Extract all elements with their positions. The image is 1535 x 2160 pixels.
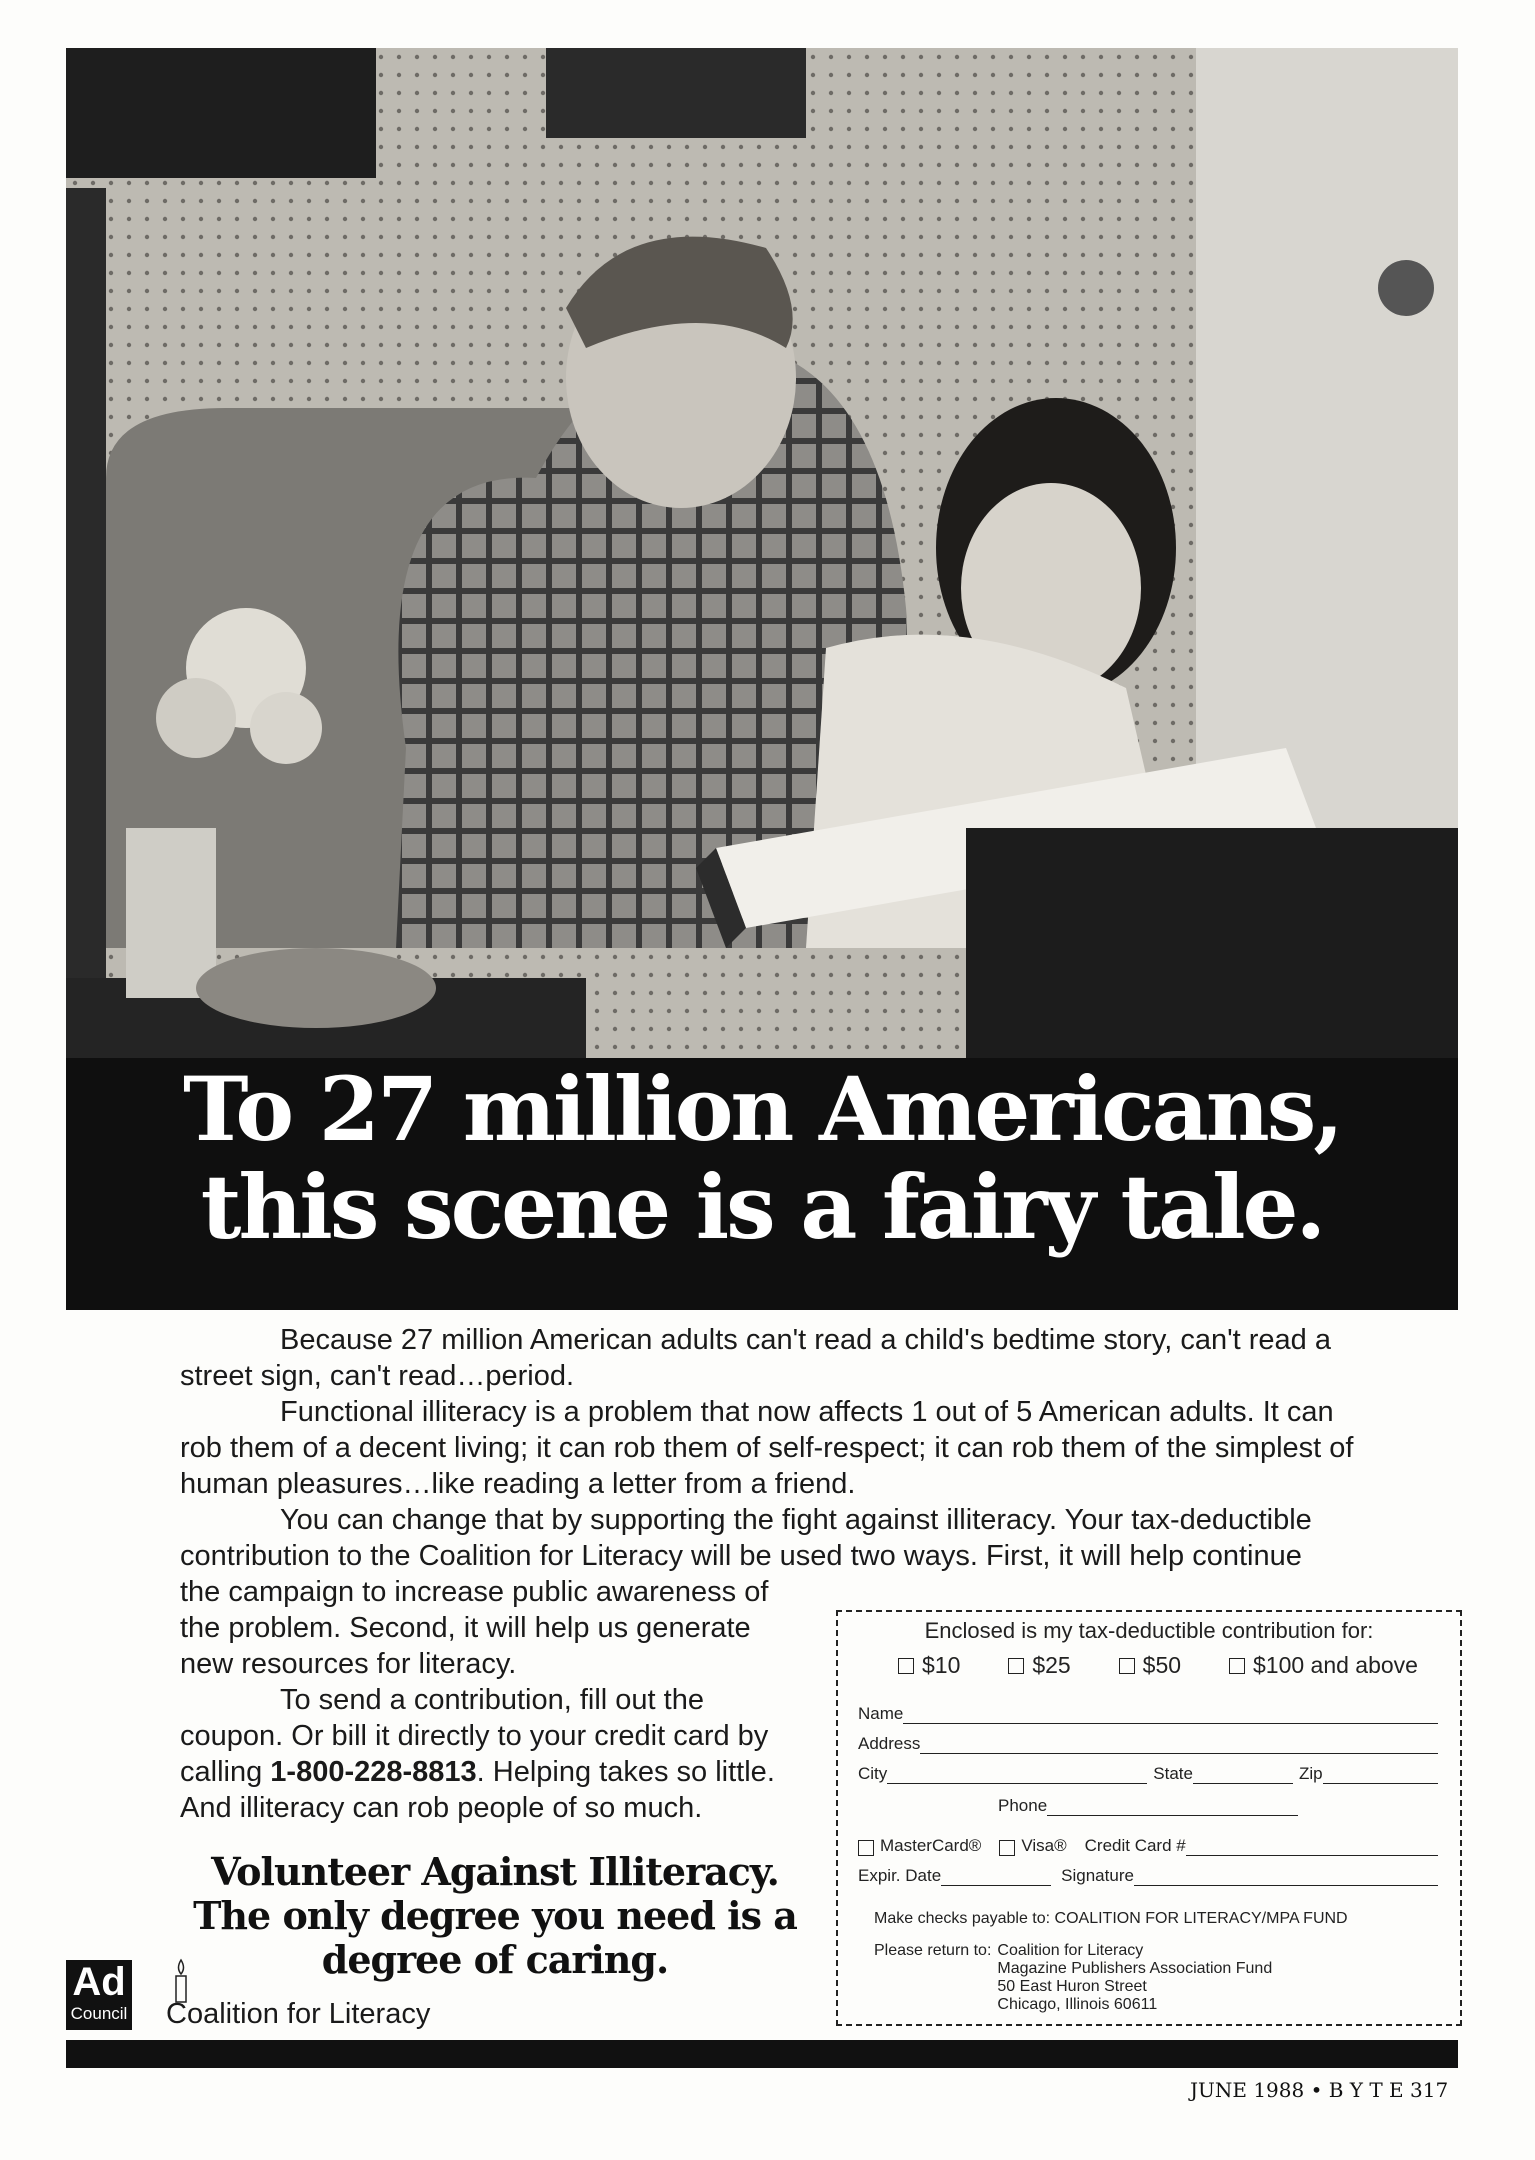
slogan-line-1: Volunteer Against Illiteracy. bbox=[211, 1849, 779, 1894]
address-field[interactable] bbox=[920, 1737, 1438, 1754]
phone-field[interactable] bbox=[1047, 1799, 1298, 1816]
visa-label: Visa® bbox=[1021, 1836, 1067, 1855]
expiry-field[interactable] bbox=[941, 1869, 1051, 1886]
expiry-label: Expir. Date bbox=[858, 1866, 942, 1885]
return-line-2: Magazine Publishers Association Fund bbox=[997, 1960, 1273, 1977]
amount-option-50[interactable] bbox=[1119, 1652, 1181, 1679]
paragraph-4 bbox=[180, 1682, 810, 1826]
ad-council-council-text: Council bbox=[70, 2004, 128, 2023]
mastercard-label: MasterCard® bbox=[880, 1836, 982, 1855]
paragraph-4-start: To send a contribution, fill out the coupon. Or bill it directly to your credit card by calling bbox=[180, 1684, 769, 1788]
name-field[interactable] bbox=[903, 1707, 1438, 1724]
amount-option-25[interactable] bbox=[1008, 1652, 1070, 1679]
coalition-for-literacy-logo: Coalition for Literacy bbox=[166, 1998, 431, 2030]
return-label: Please return to: bbox=[874, 1942, 992, 1959]
checkbox-100-plus[interactable] bbox=[1229, 1658, 1245, 1674]
expiry-signature-row bbox=[858, 1866, 1438, 1886]
checkbox-25[interactable] bbox=[1008, 1658, 1024, 1674]
ad-council-ad-text: Ad bbox=[72, 1960, 126, 2004]
paragraph-4-end: . Helping takes so little. And illiteracy can rob people of so much. bbox=[180, 1756, 775, 1824]
amount-label-100-plus: $100 and above bbox=[1252, 1652, 1418, 1678]
page-footer: JUNE 1988 • B Y T E 317 bbox=[1190, 2078, 1449, 2102]
city-field[interactable] bbox=[887, 1767, 1147, 1784]
phone-number[interactable]: 1-800-228-8813 bbox=[270, 1756, 477, 1788]
signature-field[interactable] bbox=[1134, 1869, 1438, 1886]
amount-options bbox=[898, 1652, 1418, 1679]
credit-card-label: Credit Card # bbox=[1084, 1836, 1186, 1855]
narrow-column bbox=[180, 1574, 810, 1826]
headline-line-2: this scene is a fairy tale. bbox=[200, 1155, 1324, 1259]
paragraph-3-continued: the campaign to increase public awareness of the problem. Second, it will help us generate new resources for literacy. bbox=[180, 1576, 769, 1680]
ad-council-logo bbox=[66, 1960, 132, 2030]
mastercard-checkbox[interactable] bbox=[858, 1840, 874, 1856]
city-label: City bbox=[858, 1764, 888, 1783]
state-field[interactable] bbox=[1193, 1767, 1293, 1784]
amount-option-100-plus[interactable] bbox=[1229, 1652, 1418, 1679]
name-row bbox=[858, 1704, 1438, 1724]
paragraph-2: Functional illiteracy is a problem that now affects 1 out of 5 American adults. It can rob them of a decent living; it can rob them of self-respect; it can rob them of the simplest of human pleasures…like reading a letter from a friend. bbox=[180, 1396, 1354, 1500]
slogan bbox=[180, 1850, 810, 1982]
phone-row bbox=[998, 1796, 1298, 1816]
return-address-block bbox=[874, 1942, 1272, 2014]
slogan-line-2: The only degree you need is a bbox=[193, 1893, 797, 1938]
credit-card-field[interactable] bbox=[1186, 1839, 1438, 1856]
headline-line-1: To 27 million Americans, bbox=[183, 1057, 1341, 1161]
paragraph-1: Because 27 million American adults can't read a child's bedtime story, can't read a street sign, can't read…period. bbox=[180, 1324, 1331, 1392]
return-line-1: Coalition for Literacy bbox=[997, 1942, 1144, 1959]
return-line-3: 50 East Huron Street bbox=[997, 1978, 1147, 1995]
return-line-4: Chicago, Illinois 60611 bbox=[997, 1996, 1158, 2013]
coupon-header: Enclosed is my tax-deductible contribution for: bbox=[924, 1618, 1374, 1643]
city-state-zip-row bbox=[858, 1764, 1438, 1784]
signature-label: Signature bbox=[1061, 1866, 1134, 1885]
state-label: State bbox=[1153, 1764, 1193, 1783]
address-row bbox=[858, 1734, 1438, 1754]
paragraph-3: You can change that by supporting the fight against illiteracy. Your tax-deductible contribution to the Coalition for Literacy will be used two ways. First, it will help continue bbox=[180, 1504, 1312, 1572]
checkbox-10[interactable] bbox=[898, 1658, 914, 1674]
card-row bbox=[858, 1836, 1438, 1856]
phone-label: Phone bbox=[998, 1796, 1048, 1815]
address-label: Address bbox=[858, 1734, 921, 1753]
visa-checkbox[interactable] bbox=[999, 1840, 1015, 1856]
amount-label-50: $50 bbox=[1142, 1652, 1182, 1678]
checkbox-50[interactable] bbox=[1119, 1658, 1135, 1674]
amount-label-10: $10 bbox=[922, 1652, 961, 1678]
donation-coupon bbox=[836, 1610, 1462, 2026]
return-address bbox=[997, 1942, 1272, 2014]
zip-field[interactable] bbox=[1323, 1767, 1438, 1784]
checks-payable: Make checks payable to: COALITION FOR LITERACY/MPA FUND bbox=[874, 1910, 1348, 1927]
slogan-line-3: degree of caring. bbox=[321, 1937, 669, 1982]
name-label: Name bbox=[858, 1704, 904, 1723]
amount-label-25: $25 bbox=[1032, 1652, 1071, 1678]
bottom-rule bbox=[66, 2040, 1458, 2068]
zip-label: Zip bbox=[1298, 1764, 1323, 1783]
amount-option-10[interactable] bbox=[898, 1652, 960, 1679]
headline bbox=[66, 1057, 1458, 1259]
